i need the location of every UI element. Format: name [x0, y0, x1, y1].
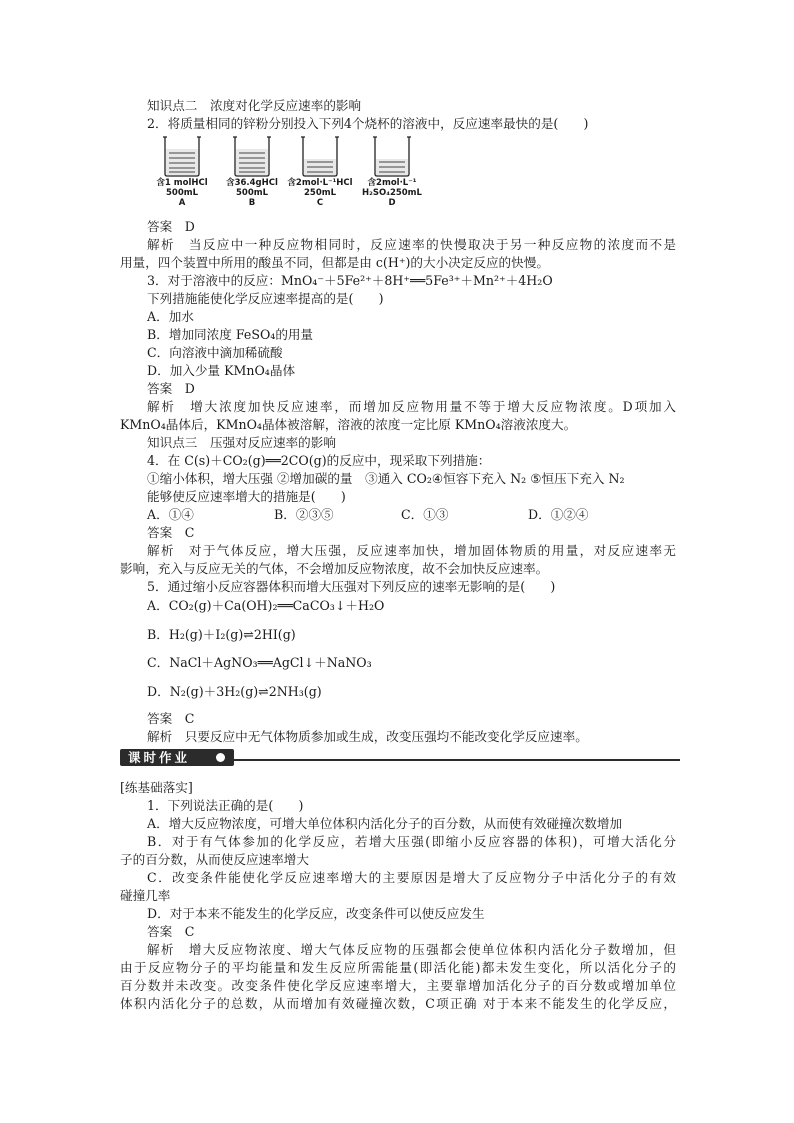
question-4-option-a: A．①④: [147, 507, 194, 522]
bullet-icon: [216, 753, 225, 762]
beaker-d-line2: H₂SO₄250mL: [362, 188, 422, 198]
beaker-c: [285, 134, 355, 208]
beaker-c-letter: C: [316, 198, 324, 208]
question-2-analysis-cont: 用量，四个装置中所用的酸虽不同，但都是由 c(H⁺)的大小决定反应的快慢。: [120, 255, 549, 270]
question-3-analysis: 解析 增大浓度加快反应速率，而增加反应物用量不等于增大反应物浓度。D项加入: [147, 399, 676, 414]
question-5-option-a: A．CO₂(g)＋Ca(OH)₂══CaCO₃↓＋H₂O: [147, 598, 385, 613]
question-4-analysis: 解析 对于气体反应，增大压强，反应速率加快，增加固体物质的用量，对反应速率无: [147, 543, 676, 558]
practice-option-c: C．改变条件能使化学反应速率增大的主要原因是增大了反应物分子中活化分子的有效: [147, 870, 676, 885]
beaker-icon: [160, 134, 204, 178]
beaker-d: [357, 134, 427, 208]
question-4-answer: 答案 C: [147, 525, 195, 540]
beaker-a: [147, 134, 217, 208]
question-3-answer: 答案 D: [147, 381, 195, 396]
practice-analysis-line2: 由于反应物分子的平均能量和发生反应所需能量(即活化能)都未发生变化，所以活化分子的: [120, 960, 676, 975]
question-2-analysis: 解析 当反应中一种反应物相同时，反应速率的快慢取决于另一种反应物的浓度而不是: [147, 237, 676, 252]
beaker-icon: [230, 134, 274, 178]
beaker-d-line1: 含2mol·L⁻¹: [367, 178, 417, 188]
beaker-c-line1: 含2mol·L⁻¹HCl: [287, 178, 353, 188]
question-3-option-d: D．加入少量 KMnO₄晶体: [147, 363, 296, 378]
practice-analysis-line4: 体积内活化分子的总数，从而增加有效碰撞次数，C项正确 对于本来不能发生的化学反应，: [120, 996, 676, 1011]
practice-question-1-stem: 1．下列说法正确的是( ): [147, 798, 304, 813]
homework-banner-label: 课时作业: [128, 750, 191, 765]
question-5-answer: 答案 C: [147, 711, 195, 726]
beaker-figure: [147, 134, 427, 216]
question-3-option-c: C．向溶液中滴加稀硫酸: [147, 345, 283, 360]
question-3-analysis-cont: KMnO₄晶体后，KMnO₄晶体被溶解，溶液的浓度一定比原 KMnO₄溶液浓度大。: [120, 417, 577, 432]
question-3-stem: 3．对于溶液中的反应：MnO₄⁻＋5Fe²⁺＋8H⁺══5Fe³⁺＋Mn²⁺＋4H₂O: [147, 273, 553, 288]
question-3-ask: 下列措施能使化学反应速率提高的是( ): [147, 291, 384, 306]
question-5-stem: 5．通过缩小反应容器体积而增大压强对下列反应的速率无影响的是( ): [147, 579, 556, 594]
practice-option-a: A．增大反应物浓度，可增大单位体积内活化分子的百分数，从而使有效碰撞次数增加: [147, 816, 623, 831]
practice-analysis-line3: 百分数并未改变。改变条件使化学反应速率增大，主要靠增加活化分子的百分数或增加单位: [120, 978, 676, 993]
question-4-option-b: B．②③⑤: [274, 507, 334, 522]
practice-option-c-cont: 碰撞几率: [120, 888, 171, 903]
question-3-option-b: B．增加同浓度 FeSO₄的用量: [147, 327, 314, 342]
beaker-icon: [370, 134, 414, 178]
question-4-ask: 能够使反应速率增大的措施是( ): [147, 489, 346, 504]
question-5-analysis: 解析 只要反应中无气体物质参加或生成，改变压强均不能改变化学反应速率。: [147, 729, 588, 744]
question-2-answer: 答案 D: [147, 219, 195, 234]
question-5-option-d: D．N₂(g)＋3H₂(g)⇌2NH₃(g): [147, 684, 322, 699]
question-4-measures: ①缩小体积，增大压强 ②增加碳的量 ③通入 CO₂④恒容下充入 N₂ ⑤恒压下充入 N₂: [147, 471, 625, 486]
question-5-option-c: C．NaCl＋AgNO₃══AgCl↓＋NaNO₃: [147, 655, 372, 670]
section-title-k2: 知识点二 浓度对化学反应速率的影响: [147, 98, 362, 113]
homework-banner: [120, 747, 680, 767]
practice-analysis: 解析 增大反应物浓度、增大气体反应物的压强都会使单位体积内活化分子数增加，但: [147, 942, 676, 957]
question-4-options: [147, 506, 703, 523]
question-5-option-b: B．H₂(g)＋I₂(g)⇌2HI(g): [147, 627, 296, 642]
beaker-b-letter: B: [248, 198, 256, 208]
practice-section-title: [练基础落实]: [120, 780, 193, 795]
question-4-option-c: C．①③: [401, 507, 449, 522]
question-3-option-a: A．加水: [147, 309, 194, 324]
homework-banner-rule: [234, 759, 680, 761]
beaker-icon: [298, 134, 342, 178]
question-4-option-d: D．①②④: [528, 507, 589, 522]
practice-option-b-cont: 子的百分数，从而使反应速率增大: [120, 852, 309, 867]
beaker-b-line2: 500mL: [235, 188, 269, 198]
beaker-a-line1: 含1 molHCl: [156, 178, 208, 188]
practice-option-b: B．对于有气体参加的化学反应，若增大压强(即缩小反应容器的体积)，可增大活化分: [147, 834, 676, 849]
question-4-stem: 4．在 C(s)＋CO₂(g)══2CO(g)的反应中，现采取下列措施：: [147, 453, 491, 468]
beaker-b-line1: 含36.4gHCl: [226, 178, 278, 188]
beaker-a-letter: A: [178, 198, 186, 208]
practice-option-d: D．对于本来不能发生的化学反应，改变条件可以使反应发生: [147, 906, 485, 921]
question-2-stem: 2．将质量相同的锌粉分别投入下列4个烧杯的溶液中，反应速率最快的是( ): [147, 116, 589, 131]
beaker-c-line2: 250mL: [303, 188, 337, 198]
practice-answer: 答案 C: [147, 924, 195, 939]
question-4-analysis-cont: 影响，充入与反应无关的气体，不会增加反应物浓度，故不会加快反应速率。: [120, 561, 549, 576]
beaker-b: [217, 134, 287, 208]
section-title-k3: 知识点三 压强对反应速率的影响: [147, 435, 336, 450]
beaker-d-letter: D: [388, 198, 396, 208]
beaker-a-line2: 500mL: [165, 188, 199, 198]
